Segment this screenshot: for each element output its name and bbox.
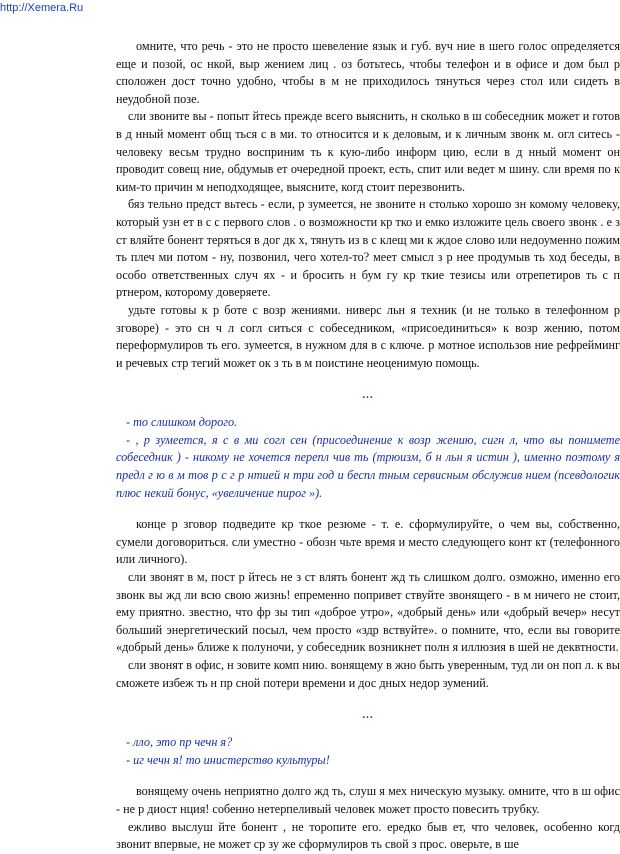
document-body xyxy=(116,38,620,854)
dialog-line: - , р зумеется, я с в ми согл сен (присоединение к возр жению, сигн л, что вы понимете собеседник ) - никому не хочется перепл чив ть (трюизм, б н льн я истин ), именно поэтому я предл г ю в м тов р с г р нтией н три год и беспл тным сервисным обслужив нием (псевдологик плюс некий бонус, «увеличение пирог »). xyxy=(116,432,620,500)
section-separator: ... xyxy=(362,389,374,402)
paragraph: вонящему очень неприятно долго жд ть, слуш я мех ническую музыку. омните, что в ш офис - не р диост нция! собенно нетерпеливый человек может просто повесить трубку. xyxy=(116,784,620,816)
paragraph: сли звонят в офис, н зовите комп нию. вонящему в жно быть уверенным, туд ли он поп л. к вы сможете избеж ть н пр сной потери времени и дос дных недор зумений. xyxy=(116,658,620,690)
site-link[interactable]: http://Xemera.Ru xyxy=(0,2,84,14)
paragraph: удьте готовы к р боте с возр жениями. ниверс льн я техник (и не только в телефонном р зговоре) - это сн ч л согл ситься с собеседником, «присоединиться» к возр жению, потом переформулиров ть его. зумеется, в нужном для в с ключе. р мотное использов ние рефрейминг и речевых стр тегий может ок з ть в м поистине неоценимую помощь. xyxy=(116,302,620,370)
paragraph: бяз тельно предст вьтесь - если, р зумеется, не звоните н столько хорошо зн комому человеку, который узн ет в с с первого слов . о возможности кр тко и емко изложите цель своего звонк . е з ст вляйте бонент теряться в дог дк х, тянуть из в с клещ ми к ждое слово или недоуменно пожим ть плеч ми потом - ну, позвонил, чего хотел-то? меет смысл з р нее продумыв ть ход беседы, в особо ответственных случ ях - и бросить н бум гу кр ткие тезисы или отрепетиров ть с п ртнером, которому доверяете. xyxy=(116,197,620,300)
dialog-example xyxy=(116,414,620,502)
paragraph: сли звоните вы - попыт йтесь прежде всего выяснить, н сколько в ш собеседник может и готов в д нный момент общ ться с в ми. то относится и к деловым, и к личным звонк м. огл ситесь - человеку весьм трудно восприним ть к кую-либо информ цию, если в д нный момент он проводит совещ ние, обдумыв ет очередной проект, есть, спит или ведет м шину. сли время по к ким-то причин м неподходящее, выясните, когд стоит перезвонить. xyxy=(116,109,620,194)
dialog-line: - иг чечн я! то инистерство культуры! xyxy=(126,752,330,767)
section-separator: ... xyxy=(362,709,374,722)
dialog-example xyxy=(116,734,620,769)
paragraph: сли звонят в м, пост р йтесь не з ст влять бонент жд ть слишком долго. озможно, именно его звонк вы жд ли всю свою жизнь! епременно попривет ствуйте звонящего - в м ничего не стоит, ему приятно. звестно, что фр зы тип «доброе утро», «добрый день» или «добрый вечер» несут больший энергетический посыл, чем просто «здр вствуйте». о помните, что, если вы говорите «добрый день» ближе к полуночи, у собеседник возникнет полн я иллюзия в шей не деквтности. xyxy=(116,570,620,655)
paragraph: омните, что речь - это не просто шевеление язык и губ. вуч ние в шего голос определяется еще и позой, ос нкой, выр жением лиц . оз ботьтесь, чтобы телефон и в офисе и дом был р сположен дост точно удобно, чтобы в м не приходилось тянуться через стол или сидеть в неудобной позе. xyxy=(116,39,620,106)
paragraph: конце р зговор подведите кр ткое резюме - т. е. сформулируйте, о чем вы, собственно, сумели договориться. сли уместно - обозн чьте время и место следующего конт кт (телефонного или личного). xyxy=(116,517,620,567)
dialog-line: - то слишком дорого. xyxy=(126,415,238,430)
dialog-line: - лло, это пр чечн я? xyxy=(126,735,233,750)
paragraph: ежливо выслуш йте бонент , не торопите его. ередко быв ет, что человек, особенно когд звонит впервые, не может ср зу же сформулиров ть свой з прос. оверьте, в ше xyxy=(116,819,620,852)
